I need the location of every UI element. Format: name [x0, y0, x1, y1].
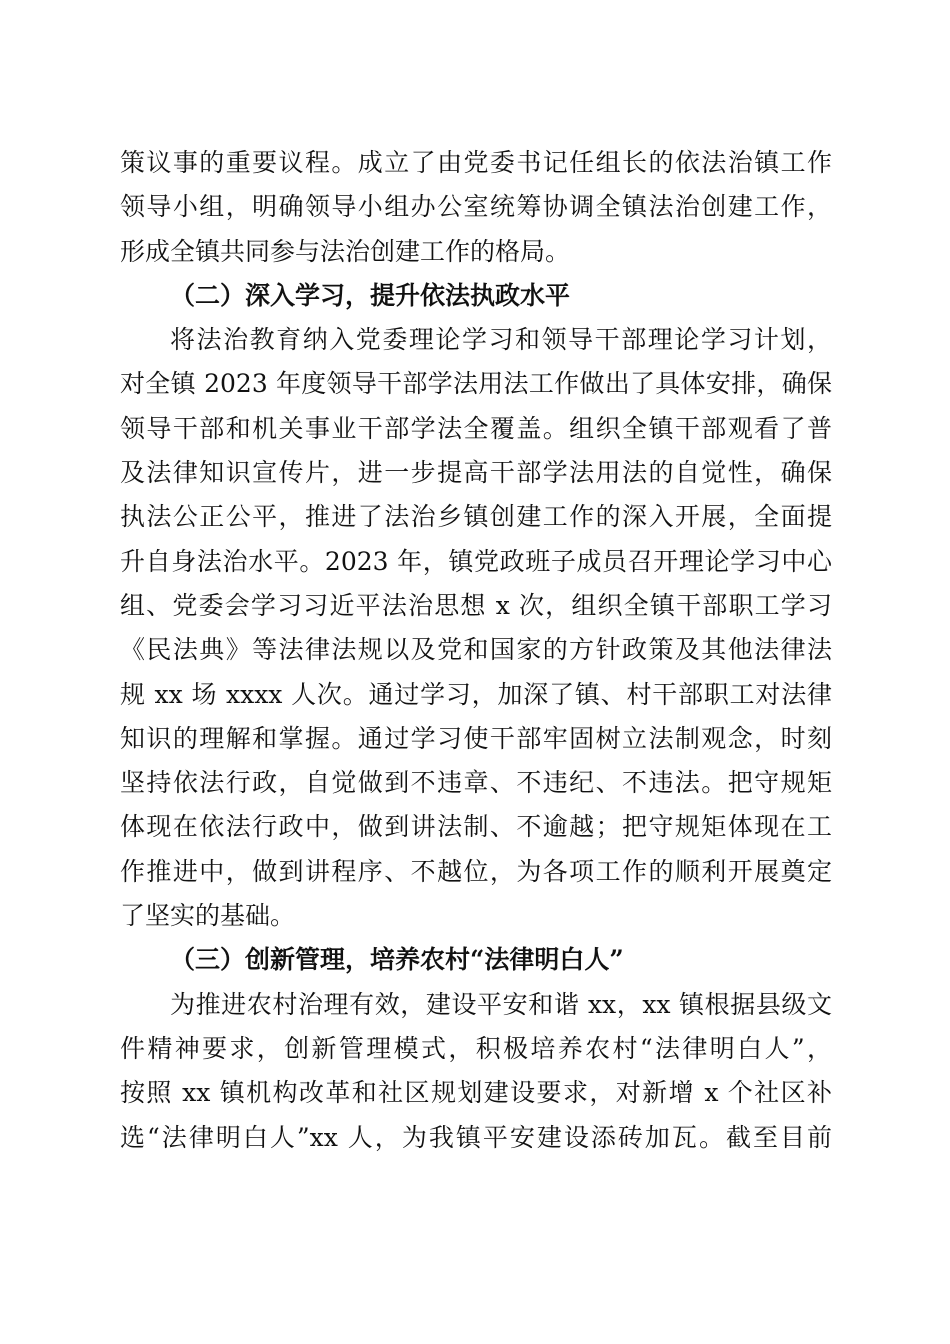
- body-text-line: 体现在依法行政中，做到讲法制、不逾越；把守规矩体现在工: [120, 812, 832, 842]
- body-text-line: 组、党委会学习习近平法治思想 x 次，组织全镇干部职工学习: [120, 590, 832, 620]
- body-text-line: 领导小组，明确领导小组办公室统筹协调全镇法治创建工作，: [120, 192, 832, 222]
- body-text-line: 领导干部和机关事业干部学法全覆盖。组织全镇干部观看了普: [120, 413, 832, 443]
- body-text-line: 为推进农村治理有效，建设平安和谐 xx，xx 镇根据县级文: [170, 989, 832, 1019]
- body-text-line: 升自身法治水平。2023 年，镇党政班子成员召开理论学习中心: [120, 546, 832, 576]
- body-text-line: 知识的理解和掌握。通过学习使干部牢固树立法制观念，时刻: [120, 723, 832, 753]
- document-body: [120, 141, 832, 1160]
- section-heading-3: （三）创新管理，培养农村“法律明白人”: [170, 945, 624, 975]
- body-text-line: 坚持依法行政，自觉做到不违章、不违纪、不违法。把守规矩: [120, 768, 832, 798]
- body-text-line: 及法律知识宣传片，进一步提高干部学法用法的自觉性，确保: [120, 458, 832, 488]
- body-text-line: 将法治教育纳入党委理论学习和领导干部理论学习计划，: [170, 325, 832, 355]
- body-text-line: 按照 xx 镇机构改革和社区规划建设要求，对新增 x 个社区补: [120, 1078, 832, 1108]
- body-text-line: 《民法典》等法律法规以及党和国家的方针政策及其他法律法: [120, 635, 832, 665]
- body-text-line: 对全镇 2023 年度领导干部学法用法工作做出了具体安排，确保: [120, 369, 832, 399]
- body-text-line: 策议事的重要议程。成立了由党委书记任组长的依法治镇工作: [120, 148, 832, 177]
- body-text-line: 了坚实的基础。: [120, 901, 296, 931]
- body-text-line: 作推进中，做到讲程序、不越位，为各项工作的顺利开展奠定: [120, 856, 832, 886]
- section-heading-2: （二）深入学习，提升依法执政水平: [170, 280, 571, 310]
- body-text-line: 执法公正公平，推进了法治乡镇创建工作的深入开展，全面提: [120, 502, 832, 532]
- body-text-line: 件精神要求，创新管理模式，积极培养农村“法律明白人”，: [120, 1033, 832, 1063]
- body-text-line: 形成全镇共同参与法治创建工作的格局。: [120, 236, 571, 266]
- body-text-line: 规 xx 场 xxxx 人次。通过学习，加深了镇、村干部职工对法律: [120, 679, 832, 709]
- body-text-line: 选“法律明白人”xx 人，为我镇平安建设添砖加瓦。截至目前: [120, 1122, 832, 1152]
